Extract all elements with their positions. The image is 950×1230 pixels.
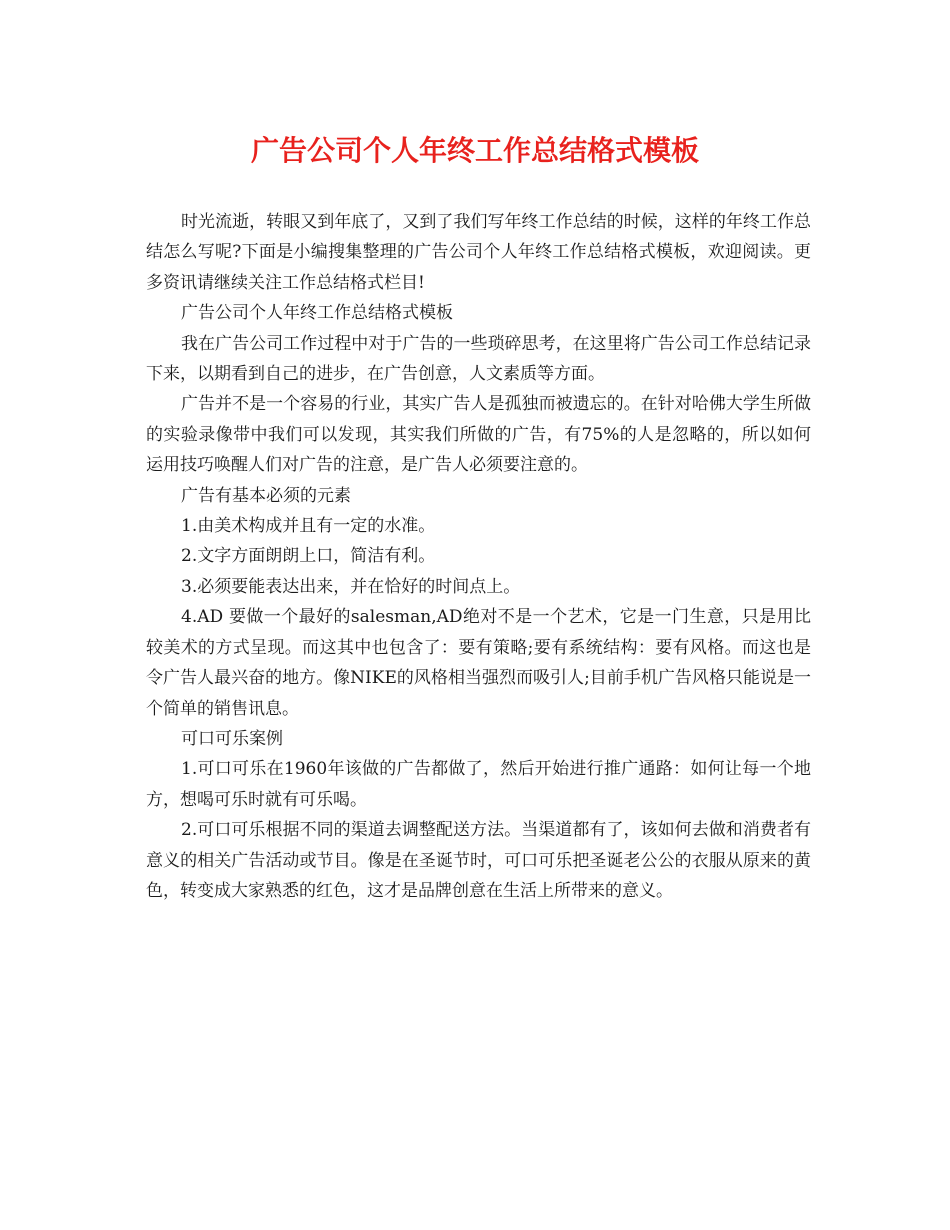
section-heading: 可口可乐案例 xyxy=(181,728,283,749)
list-item: 1.由美术构成并且有一定的水准。 xyxy=(181,516,436,537)
list-item: 3.必须要能表达出来，并在恰好的时间点上。 xyxy=(181,576,521,597)
list-item: 2.可口可乐根据不同的渠道去调整配送方法。当渠道都有了，该如何去做和消费者有意义的相关广告活动或节目。像是在圣诞节时，可口可乐把圣诞老公公的衣服从原来的黄色，转变成大家熟悉的红色，这才是品牌创意在生活上所带来的意义。 xyxy=(146,820,811,901)
document-body xyxy=(146,207,811,906)
intro-paragraph: 时光流逝，转眼又到年底了，又到了我们写年终工作总结的时候，这样的年终工作总结怎么写呢?下面是小编搜集整理的广告公司个人年终工作总结格式模板，欢迎阅读。更多资讯请继续关注工作总结格式栏目! xyxy=(146,212,811,293)
document-title: 广告公司个人年终工作总结格式模板 xyxy=(250,134,699,167)
subtitle-paragraph: 广告公司个人年终工作总结格式模板 xyxy=(181,303,453,324)
list-item: 4.AD 要做一个最好的salesman,AD绝对不是一个艺术，它是一门生意，只是用比较美术的方式呈现。而这其中也包含了：要有策略;要有系统结构：要有风格。而这也是令广告人最兴奋的地方。像NIKE的风格相当强烈而吸引人;目前手机广告风格只能说是一个简单的销售讯息。 xyxy=(146,607,811,719)
body-paragraph: 我在广告公司工作过程中对于广告的一些琐碎思考，在这里将广告公司工作总结记录下来，以期看到自己的进步，在广告创意，人文素质等方面。 xyxy=(146,333,811,385)
body-paragraph: 广告并不是一个容易的行业，其实广告人是孤独而被遗忘的。在针对哈佛大学生所做的实验录像带中我们可以发现，其实我们所做的广告，有75%的人是忽略的，所以如何运用技巧唤醒人们对广告的注意，是广告人必须要注意的。 xyxy=(146,394,811,476)
list-item: 1.可口可乐在1960年该做的广告都做了，然后开始进行推广通路：如何让每一个地方，想喝可乐时就有可乐喝。 xyxy=(146,759,811,810)
section-heading: 广告有基本必须的元素 xyxy=(181,485,351,506)
list-item: 2.文字方面朗朗上口，简洁有利。 xyxy=(181,546,436,567)
